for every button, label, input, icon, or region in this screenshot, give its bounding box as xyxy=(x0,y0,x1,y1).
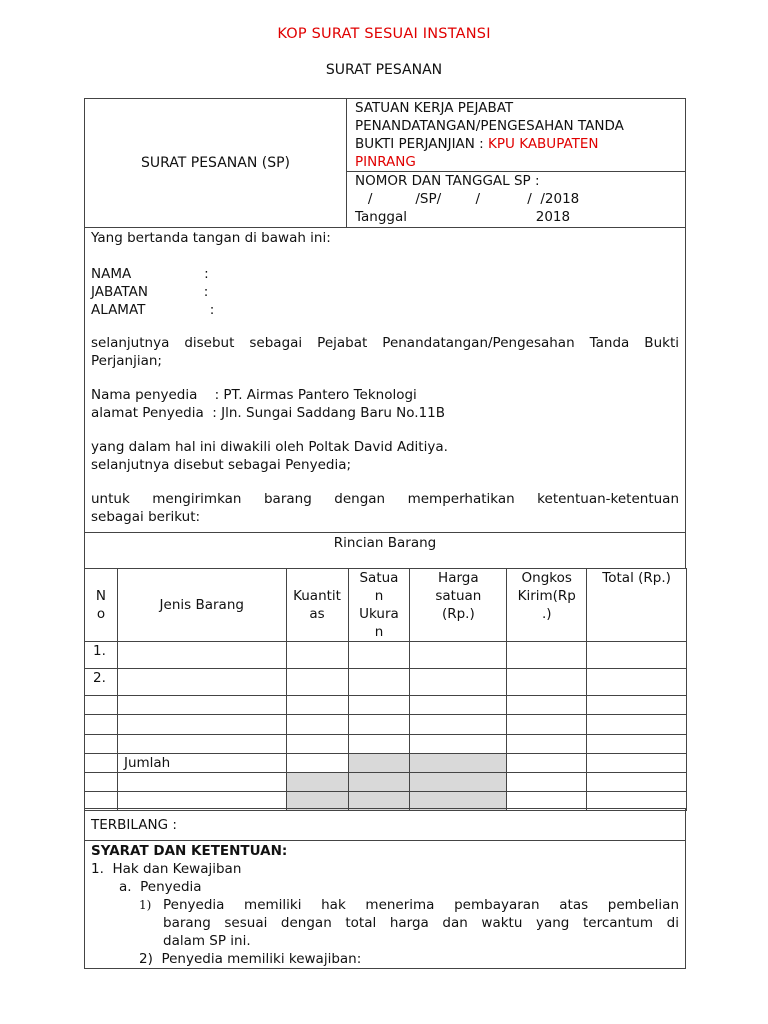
header-ongkos xyxy=(507,569,587,642)
header-satuan xyxy=(348,569,410,642)
rincian-title: Rincian Barang xyxy=(333,535,437,551)
syarat-item-1a2: 2) Penyedia memiliki kewajiban: xyxy=(139,951,362,967)
header-no-a: N xyxy=(95,588,107,604)
syarat-item-1a1-l3: dalam SP ini. xyxy=(163,933,251,949)
header-no xyxy=(85,569,118,642)
alamat-field: ALAMAT : xyxy=(91,302,215,318)
satker-cell xyxy=(347,99,685,172)
untuk-text-b: sebagai berikut: xyxy=(91,509,201,525)
nomor-value: / /SP/ / / /2018 xyxy=(355,191,580,207)
header-kuantitas-b: as xyxy=(309,606,325,622)
sp-header-table xyxy=(84,98,686,228)
rincian-title-row xyxy=(84,532,686,569)
header-kuantitas xyxy=(286,569,348,642)
header-satuan-c: Ukura xyxy=(359,606,399,622)
table-row xyxy=(85,669,687,696)
header-kuantitas-a: Kuantit xyxy=(293,588,341,604)
row-no: 2. xyxy=(85,669,118,696)
diwakili-text: yang dalam hal ini diwakili oleh Poltak David Aditiya. xyxy=(91,439,448,455)
syarat-title: SYARAT DAN KETENTUAN: xyxy=(91,843,288,859)
nomor-label: NOMOR DAN TANGGAL SP : xyxy=(355,173,540,189)
satker-prefix: BUKTI PERJANJIAN : xyxy=(355,136,489,152)
satker-line-4: PINRANG xyxy=(355,154,416,170)
header-jenis: Jenis Barang xyxy=(117,569,286,642)
intro-text: Yang bertanda tangan di bawah ini: xyxy=(91,230,331,246)
pejabat-text-a: selanjutnya disebut sebagai Pejabat Penandatangan/Pengesahan Tanda Bukti xyxy=(91,335,679,351)
satker-line-1: SATUAN KERJA PEJABAT xyxy=(355,100,514,116)
satker-line-2: PENANDATANGAN/PENGESAHAN TANDA xyxy=(355,118,624,134)
header-harga-b: satuan xyxy=(435,588,482,604)
syarat-item-1a: a. Penyedia xyxy=(119,879,202,895)
items-header-row xyxy=(85,569,687,642)
terbilang-label: TERBILANG : xyxy=(91,817,177,833)
table-row xyxy=(85,715,687,735)
header-satuan-d: n xyxy=(374,624,384,640)
table-row xyxy=(85,696,687,715)
header-total: Total (Rp.) xyxy=(587,569,687,642)
jabatan-field: JABATAN : xyxy=(91,284,209,300)
tanggal-value: Tanggal 2018 xyxy=(355,209,571,225)
nama-field: NAMA : xyxy=(91,266,209,282)
header-satuan-b: n xyxy=(374,588,384,604)
table-row xyxy=(85,735,687,754)
jumlah-row xyxy=(85,754,687,773)
sp-label: SURAT PESANAN (SP) xyxy=(140,155,291,171)
syarat-item-1a1-l2: barang sesuai dengan total harga dan waktu yang tercantum di xyxy=(163,915,679,931)
sp-label-cell xyxy=(85,99,347,227)
pejabat-text-b: Perjanjian; xyxy=(91,353,162,369)
terbilang-row xyxy=(84,808,686,841)
header-satuan-a: Satua xyxy=(359,570,399,586)
alamat-penyedia: alamat Penyedia : Jln. Sungai Saddang Baru No.11B xyxy=(91,405,446,421)
jumlah-label: Jumlah xyxy=(117,754,286,773)
document-title: SURAT PESANAN xyxy=(325,62,443,78)
table-row xyxy=(85,642,687,669)
parties-section xyxy=(84,227,686,533)
penyedia-text: selanjutnya disebut sebagai Penyedia; xyxy=(91,457,352,473)
header-ongkos-c: .) xyxy=(541,606,552,622)
header-ongkos-a: Ongkos xyxy=(521,570,572,586)
nama-penyedia: Nama penyedia : PT. Airmas Pantero Teknologi xyxy=(91,387,417,403)
items-table xyxy=(84,568,687,811)
letterhead-placeholder: KOP SURAT SESUAI INSTANSI xyxy=(277,26,491,42)
row-no: 1. xyxy=(85,642,118,669)
syarat-item-1a1 xyxy=(91,896,679,950)
satker-line-3 xyxy=(355,135,685,153)
untuk-text-a: untuk mengirimkan barang dengan memperhatikan ketentuan-ketentuan xyxy=(91,491,679,507)
syarat-item-1: 1. Hak dan Kewajiban xyxy=(91,861,242,877)
nomor-cell xyxy=(347,172,685,227)
syarat-item-1a1-num: 1) xyxy=(139,898,152,912)
syarat-section xyxy=(84,840,686,969)
header-harga-a: Harga xyxy=(438,570,479,586)
header-harga xyxy=(410,569,507,642)
table-row xyxy=(85,773,687,792)
header-ongkos-b: Kirim(Rp xyxy=(517,588,576,604)
syarat-item-1a1-l1: Penyedia memiliki hak menerima pembayaran atas pembelian xyxy=(163,897,679,913)
header-no-b: o xyxy=(96,606,106,622)
satker-unit: KPU KABUPATEN xyxy=(488,136,599,152)
header-harga-c: (Rp.) xyxy=(441,606,475,622)
